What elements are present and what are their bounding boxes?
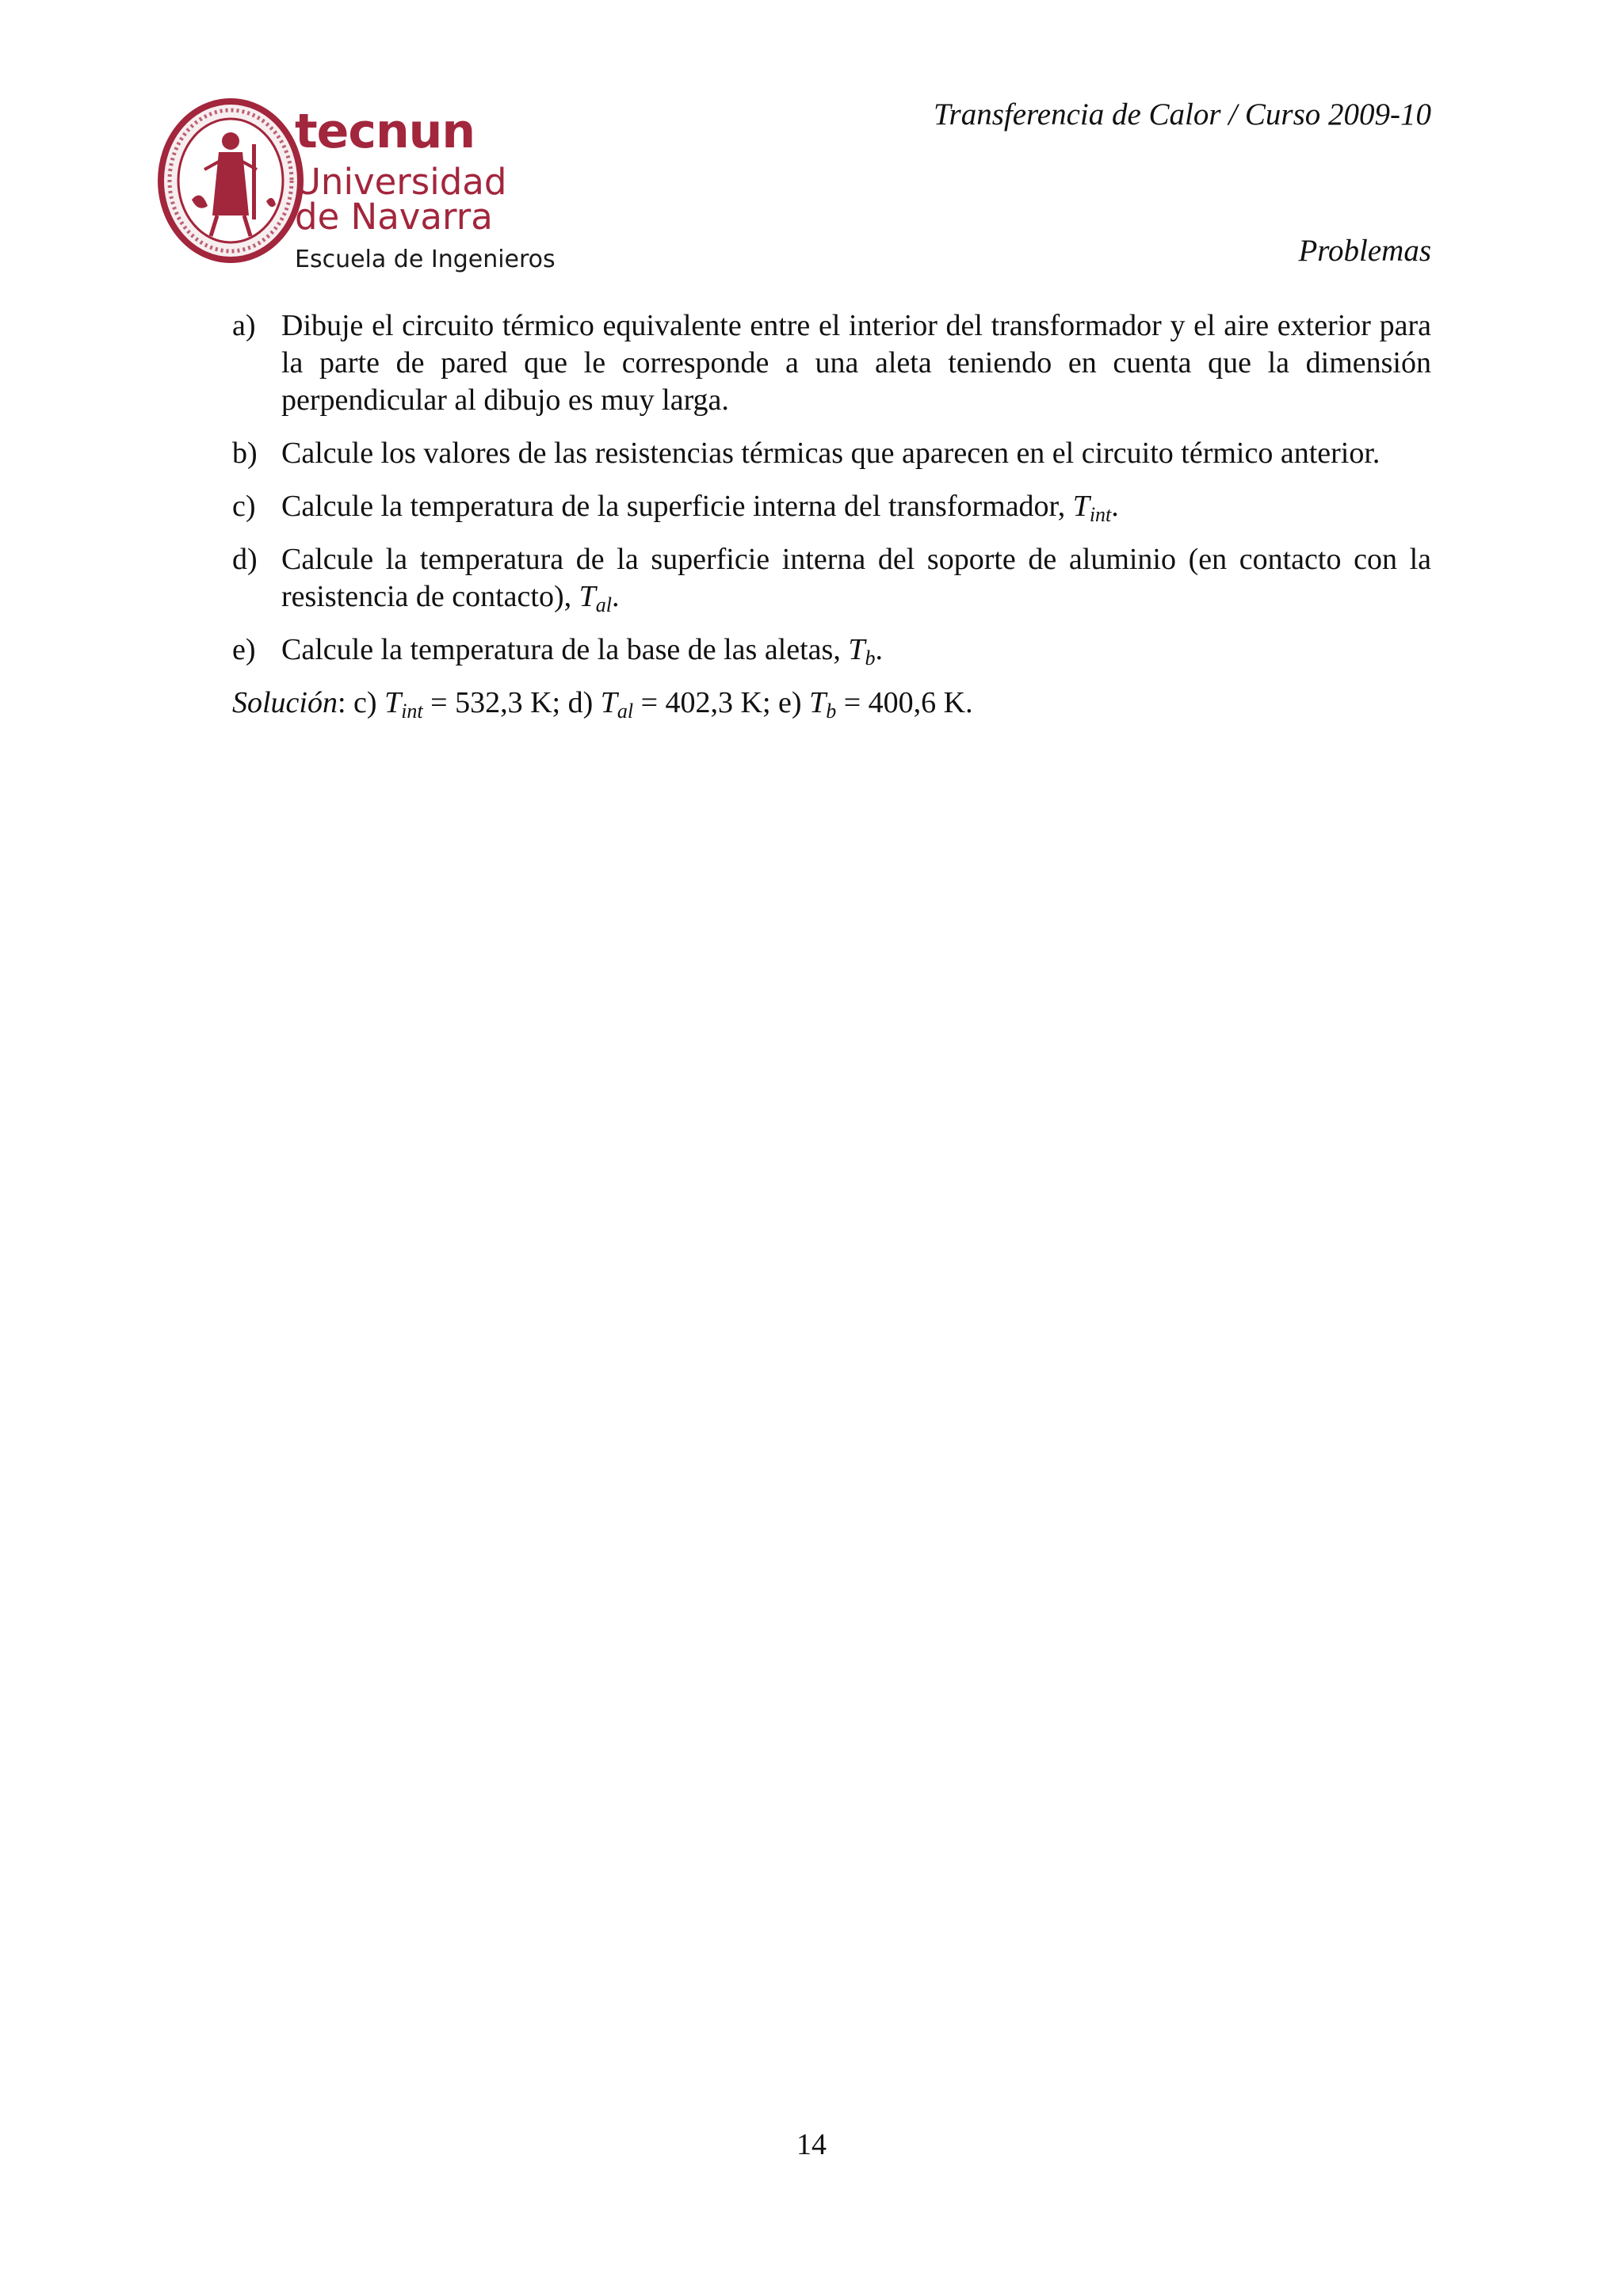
solution-value: = 532,3 K; d) — [422, 686, 601, 719]
question-label: b) — [232, 437, 258, 470]
variable-symbol: T — [600, 686, 617, 719]
question-label: a) — [232, 309, 256, 342]
variable-subscript: b — [826, 700, 837, 723]
question-item — [232, 541, 1431, 616]
variable-subscript: int — [1089, 503, 1112, 526]
logo-university-line: Universidad — [295, 161, 507, 203]
variable-symbol: T — [384, 686, 402, 719]
question-end: . — [611, 580, 620, 613]
section-header: Problemas — [1298, 234, 1431, 268]
question-text: Calcule la temperatura de la superficie interna del transformador, — [281, 490, 1073, 523]
question-end: . — [1111, 490, 1119, 523]
question-item — [232, 307, 1431, 419]
solution-value: = 402,3 K; e) — [633, 686, 810, 719]
variable-subscript: int — [401, 700, 423, 723]
question-text: Dibuje el circuito térmico equivalente entre el interior del transformador y el aire exterior para la parte de pared que le corresponde a una aleta teniendo en cuenta que la dimensión perpendicular al dibujo es muy larga. — [281, 309, 1431, 417]
logo-brand: tecnun — [295, 104, 475, 159]
logo-school-line: Escuela de Ingenieros — [295, 246, 556, 273]
logo-navarra-line: de Navarra — [295, 196, 493, 238]
question-end: . — [875, 633, 883, 666]
variable-subscript: al — [595, 593, 612, 616]
variable-symbol: T — [809, 686, 827, 719]
course-header: Transferencia de Calor / Curso 2009-10 — [934, 97, 1431, 132]
university-seal-icon — [155, 97, 306, 265]
question-label: c) — [232, 490, 256, 523]
solution-line — [232, 685, 1431, 722]
university-logo — [155, 97, 556, 273]
variable-subscript: al — [617, 700, 634, 723]
question-text: Calcule la temperatura de la base de las aletas, — [281, 633, 849, 666]
question-item — [232, 631, 1431, 669]
question-text: Calcule los valores de las resistencias térmicas que aparecen en el circuito térmico anterior. — [281, 437, 1381, 470]
question-item — [232, 435, 1431, 472]
question-label: d) — [232, 543, 258, 576]
solution-text: : c) — [337, 686, 385, 719]
question-item — [232, 488, 1431, 525]
variable-symbol: T — [579, 580, 596, 613]
question-text: Calcule la temperatura de la superficie interna del soporte de aluminio (en contacto con la resistencia de contacto), — [281, 543, 1431, 613]
variable-symbol: T — [1072, 490, 1090, 523]
variable-subscript: b — [865, 646, 876, 669]
solution-value: = 400,6 K. — [836, 686, 973, 719]
question-label: e) — [232, 633, 256, 666]
problem-questions — [232, 307, 1431, 722]
solution-label: Solución — [232, 686, 338, 719]
variable-symbol: T — [848, 633, 865, 666]
page-number: 14 — [796, 2128, 827, 2161]
